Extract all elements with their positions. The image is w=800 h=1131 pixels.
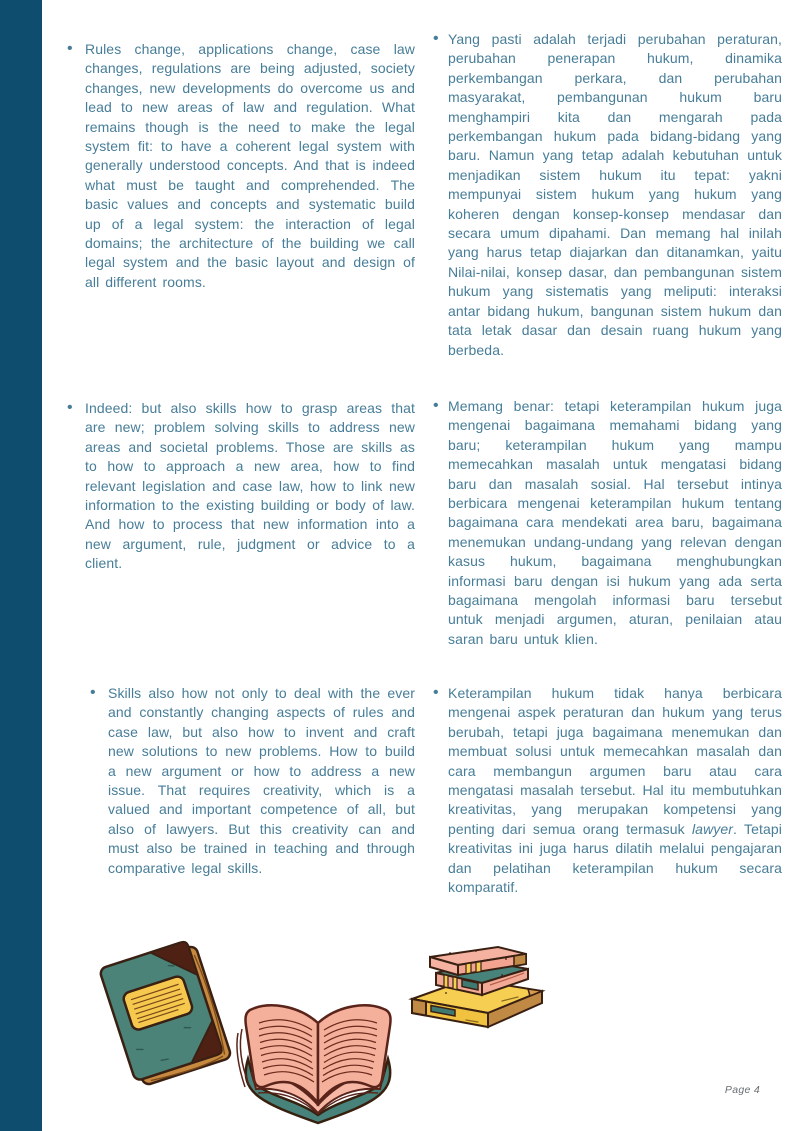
- book-stack-illustration: [406, 945, 548, 1033]
- open-book-illustration: [232, 993, 404, 1125]
- bullet-paragraph-en-3: • Skills also how not only to deal with the ever and constantly changing aspects of rules and case law, but also how to invent and craft new solutions to new problems. How to build a new argument or how to address a new issue. That requires creativity, which is a valued and important competence of all, but also of lawyers. But this creativity can and must also be trained in teaching and through comparative legal skills.: [108, 684, 415, 878]
- paragraph-segment: . Tetapi kreativitas ini juga harus dilatih melalui pengajaran dan pelatihan keterampilan hukum secara komparatif.: [448, 820, 783, 896]
- paragraph-segment: Keterampilan hukum tidak hanya berbicara mengenai aspek peraturan dan hukum yang terus berubah, tetapi juga bagaimana menemukan dan membuat solusi untuk memecahkan masalah dan cara membangun argumen baru atau cara mengatasi masalah tersebut. Hal itu membutuhkan kreativitas, yang merupakan kompetensi yang penting dari semua orang termasuk: [448, 685, 782, 837]
- left-accent-bar: [0, 0, 42, 1131]
- bullet-paragraph-en-2: • Indeed: but also skills how to grasp areas that are new; problem solving skills to address new areas and societal problems. Those are skills as to how to approach a new area, how to find relevant legislation and case law, how to link new information to the existing building or body of law. And how to process that new information into a new argument, rule, judgment or advice to a client.: [85, 399, 415, 574]
- bullet-paragraph-id-3: [448, 684, 782, 897]
- bullet-paragraph-id-2: • Memang benar: tetapi keterampilan hukum juga mengenai bagaimana memahami bidang yang baru; keterampilan hukum yang mampu memecahkan masalah untuk mengatasi bidang baru dan masalah sosial. Hal tersebut intinya berbicara mengenai keterampilan hukum tentang bagaimana cara mendekati area baru, bagaimana menemukan undang-undang yang relevan dengan kasus hukum, bagaimana menghubungkan informasi baru dengan isi hukum yang ada serta bagaimana mengolah informasi baru tersebut untuk menjadi argumen, aturan, penilaian atau saran baru untuk klien.: [448, 397, 782, 649]
- bullet-paragraph-id-1: • Yang pasti adalah terjadi perubahan peraturan, perubahan penerapan hukum, dinamika perkembangan perkara, dan perubahan masyarakat, pembangunan hukum baru menghampiri kita dan mengarah pada perkembangan hukum pada bidang-bidang yang baru. Namun yang tetap adalah kebutuhan untuk menjadikan sistem hukum itu tepat: yakni mempunyai sistem hukum yang hukum yang koheren dengan konsep-konsep mendasar dan secara umum dipahami. Dan memang hal inilah yang harus tetap diajarkan dan ditanamkan, yaitu Nilai-nilai, konsep dasar, dan pembangunan sistem hukum yang sistematis yang meliputi: interaksi antar bidang hukum, bangunan sistem hukum dan tata letak dasar dan desain ruang hukum yang berbeda.: [448, 30, 782, 360]
- paragraph-segment-italic: lawyer: [691, 820, 734, 837]
- bullet-paragraph-en-1: • Rules change, applications change, case law changes, regulations are being adjusted, society changes, new developments do overcome us and lead to new areas of law and regulation. What remains though is the need to make the legal system fit: to have a coherent legal system with generally understood concepts. And that is indeed what must be taught and comprehended. The basic values and concepts and systematic build up of a legal system: the interaction of legal domains; the architecture of the building we call legal system and the basic layout and design of all different rooms.: [85, 40, 415, 292]
- closed-book-illustration: [86, 936, 236, 1086]
- page-number: Page 4: [724, 1084, 760, 1096]
